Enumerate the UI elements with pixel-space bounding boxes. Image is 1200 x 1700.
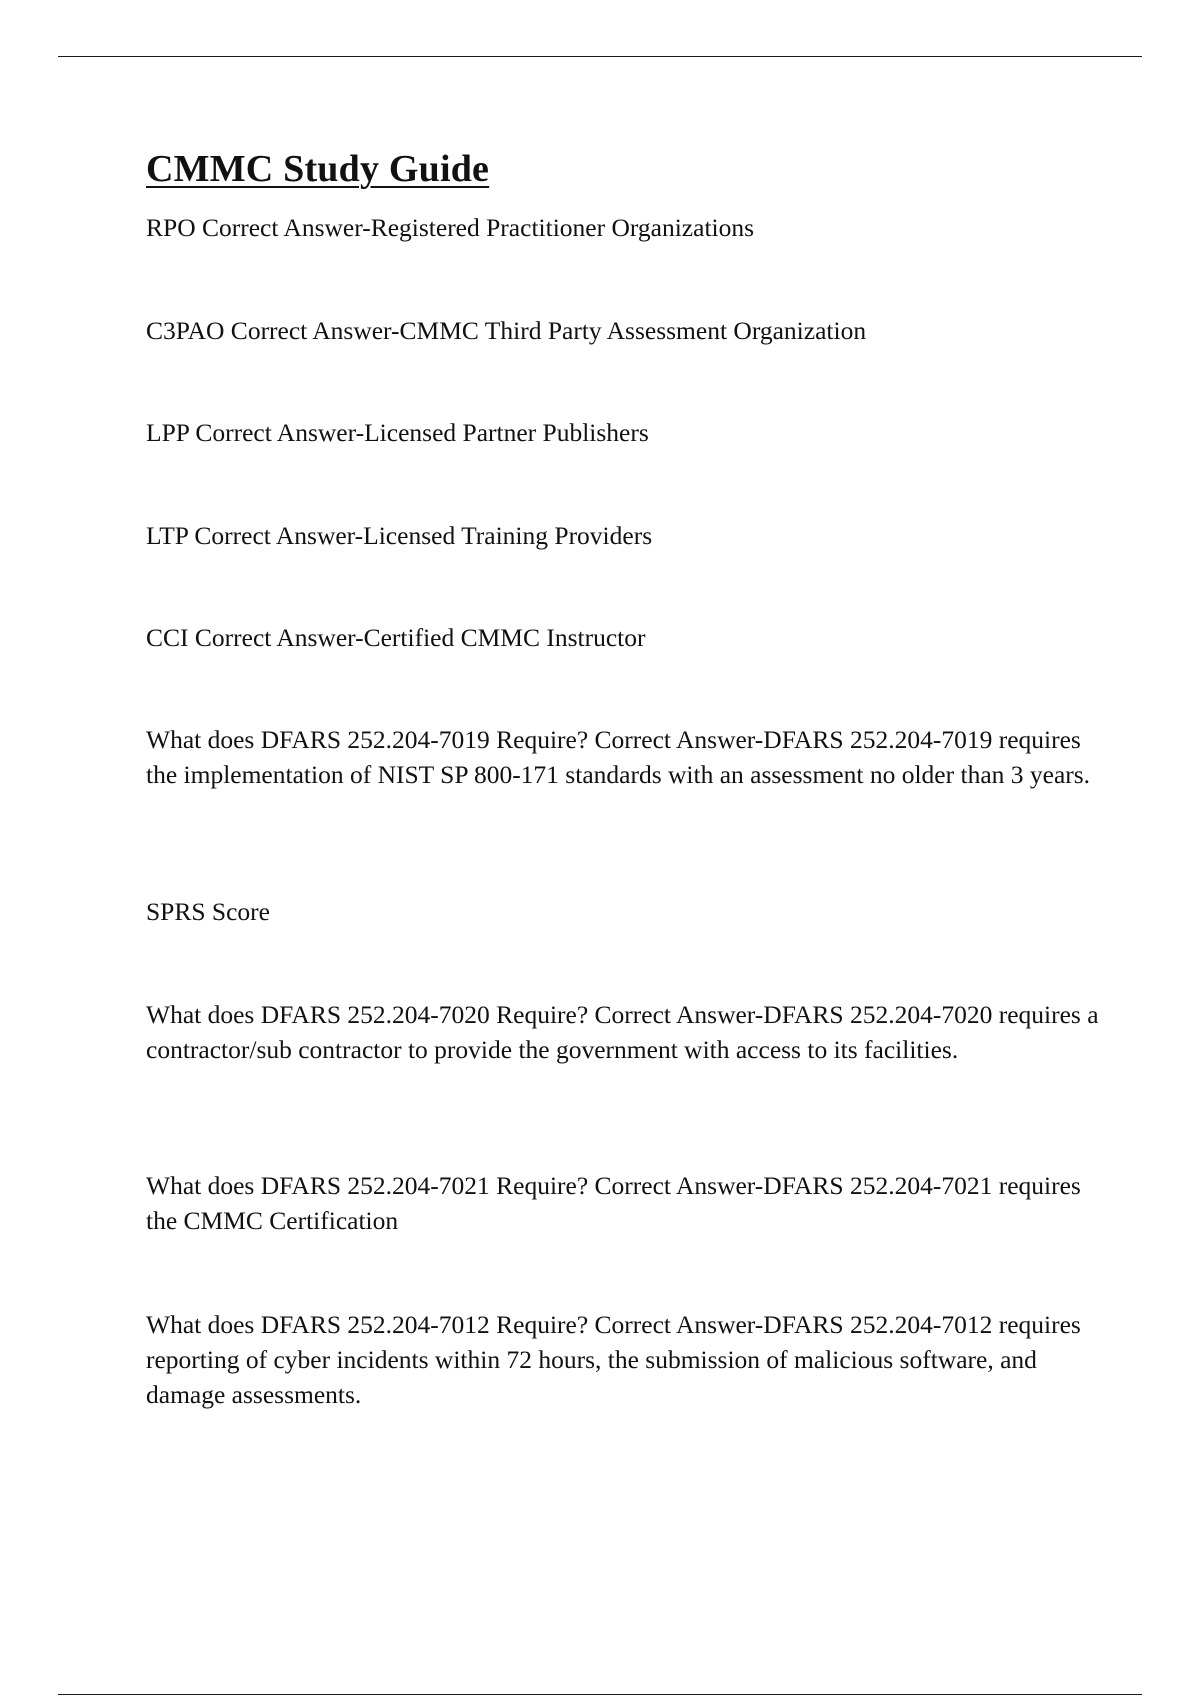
document-body [146,142,1106,1409]
qa-entry-dfars-7021: What does DFARS 252.204-7021 Require? Correct Answer-DFARS 252.204-7021 requires the CMMC Certification [146,1171,1081,1235]
qa-entry-c3pao: C3PAO Correct Answer-CMMC Third Party Assessment Organization [146,316,867,345]
bottom-divider [58,1694,1142,1695]
page-title: CMMC Study Guide [146,148,490,190]
qa-entry-rpo: RPO Correct Answer-Registered Practitioner Organizations [146,213,755,242]
qa-entry-cci: CCI Correct Answer-Certified CMMC Instructor [146,623,646,652]
qa-entry-lpp: LPP Correct Answer-Licensed Partner Publishers [146,418,649,447]
top-divider [58,56,1142,57]
qa-entry-dfars-7019: What does DFARS 252.204-7019 Require? Correct Answer-DFARS 252.204-7019 requires the implementation of NIST SP 800-171 standards with an assessment no older than 3 years. [146,725,1091,789]
qa-entry-dfars-7020: What does DFARS 252.204-7020 Require? Correct Answer-DFARS 252.204-7020 requires a contractor/sub contractor to provide the government with access to its facilities. [146,1000,1099,1064]
qa-entry-dfars-7012: What does DFARS 252.204-7012 Require? Correct Answer-DFARS 252.204-7012 requires reporting of cyber incidents within 72 hours, the submission of malicious software, and damage assessments. [146,1310,1081,1409]
qa-entry-ltp: LTP Correct Answer-Licensed Training Providers [146,521,653,550]
qa-entry-sprs-score: SPRS Score [146,897,270,926]
